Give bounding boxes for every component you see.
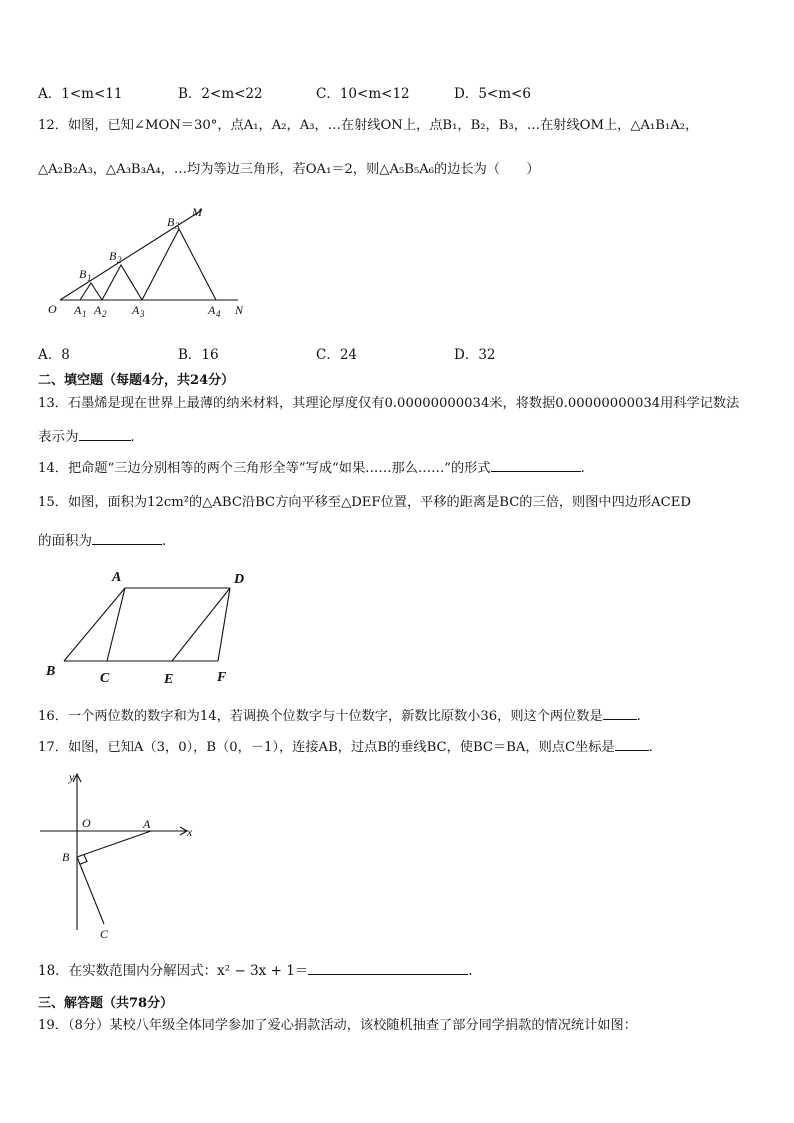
triangle-a3b3a4 xyxy=(142,229,216,300)
q13-suffix: ． xyxy=(130,429,144,445)
label-x: x xyxy=(187,825,193,839)
q13-line1: 13．石墨烯是现在世界上最薄的纳米材料，其理论厚度仅有0.00000000034米，将数据0.00000000034用科学记数法 xyxy=(38,396,740,411)
section-3-title: 三、解答题（共78分） xyxy=(38,996,174,1011)
label-a4-sub: 4 xyxy=(216,309,221,319)
q15-line1: 15．如图，面积为12cm²的△ABC沿BC方向平移至△DEF位置，平移的距离是BC的三倍，则图中四边形ACED xyxy=(38,495,691,510)
label-a: A xyxy=(143,817,151,831)
q18-line xyxy=(38,962,473,979)
label-b2-sub: 2 xyxy=(117,255,122,265)
q15-figure xyxy=(40,565,260,690)
q19-text: 19．（8分）某校八年级全体同学参加了爱心捐款活动，该校随机抽查了部分同学捐款的情况统计如图： xyxy=(38,1018,637,1033)
segment-df xyxy=(218,588,230,661)
label-a2: A xyxy=(94,303,102,317)
label-c: C xyxy=(100,927,109,941)
q17-suffix: . xyxy=(648,740,653,755)
label-f: F xyxy=(217,670,227,685)
label-c: C xyxy=(100,671,110,686)
q11-option-d: D．5<m<6 xyxy=(454,86,531,102)
q13-prefix: 表示为 xyxy=(38,429,79,445)
segment-ba xyxy=(77,831,151,857)
label-a1-sub: 1 xyxy=(82,309,87,319)
q18-suffix: . xyxy=(468,963,473,979)
label-a3: A xyxy=(132,303,140,317)
section-2-title: 二、填空题（每题4分，共24分） xyxy=(38,373,235,388)
q17-coordinate-figure xyxy=(36,768,206,943)
label-n: N xyxy=(235,303,244,317)
q12-figure xyxy=(40,198,260,323)
label-b: B xyxy=(62,850,70,864)
q16-line xyxy=(38,707,641,725)
q14-answer-blank[interactable] xyxy=(491,459,581,472)
label-a3-sub: 3 xyxy=(140,309,145,319)
q11-option-b: B．2<m<22 xyxy=(178,86,263,102)
q18-prefix: 18．在实数范围内分解因式：x² − 3x + 1＝ xyxy=(38,963,309,979)
q17-answer-blank[interactable] xyxy=(615,738,649,751)
label-o: O xyxy=(48,302,57,316)
q12-line2: △A₂B₂A₃，△A₃B₃A₄，…均为等边三角形，若OA₁＝2，则△A₅B₅A₆的边长为（ ） xyxy=(38,162,540,177)
q12-option-d: D．32 xyxy=(454,347,496,363)
label-a1: A xyxy=(74,303,82,317)
q16-prefix: 16．一个两位数的数字和为14，若调换个位数字与十位数字，新数比原数小36，则这个两位数是 xyxy=(38,709,603,724)
segment-bc xyxy=(77,857,104,924)
q11-option-c: C．10<m<12 xyxy=(316,86,410,102)
label-a2-sub: 2 xyxy=(102,309,107,319)
q12-option-a: A．8 xyxy=(38,347,70,363)
q15-answer-blank[interactable] xyxy=(92,532,162,545)
q15-line2 xyxy=(38,532,176,549)
triangle-a2b2a3 xyxy=(102,265,142,300)
label-b: B xyxy=(46,664,56,679)
right-angle-mark xyxy=(81,855,88,864)
q12-option-c: C．24 xyxy=(316,347,358,363)
q17-line xyxy=(38,738,653,756)
label-m: M xyxy=(192,205,202,219)
q16-answer-blank[interactable] xyxy=(603,707,637,720)
q12-line1: 12．如图，已知∠MON＝30°，点A₁，A₂，A₃，…在射线ON上，点B₁，B₂，B₃，…在射线OM上，△A₁B₁A₂， xyxy=(38,118,699,133)
label-b3: B xyxy=(167,215,175,229)
q11-option-a: A．1<m<11 xyxy=(38,86,123,102)
label-b1-sub: 1 xyxy=(87,273,92,283)
label-d: D xyxy=(234,572,245,587)
label-e: E xyxy=(164,672,174,687)
q15-prefix: 的面积为 xyxy=(38,533,92,549)
label-a: A xyxy=(112,570,122,585)
q17-prefix: 17．如图，已知A（3，0），B（0，－1），连接AB，过点B的垂线BC，使BC＝BA，则点C坐标是 xyxy=(38,740,615,755)
ray-om xyxy=(60,210,202,300)
label-o: O xyxy=(82,816,91,830)
q13-answer-blank[interactable] xyxy=(79,428,131,441)
label-b3-sub: 3 xyxy=(175,221,180,231)
label-y: y xyxy=(69,770,75,784)
q15-suffix: ． xyxy=(162,533,176,549)
label-a4: A xyxy=(208,303,216,317)
q13-line2 xyxy=(38,428,144,445)
label-b2: B xyxy=(109,249,117,263)
q14-prefix: 14．把命题“三边分别相等的两个三角形全等”写成“如果……那么……”的形式 xyxy=(38,461,491,476)
segment-de xyxy=(172,588,230,661)
q14-suffix: . xyxy=(580,461,585,476)
q14-line xyxy=(38,459,585,477)
q18-answer-blank[interactable] xyxy=(308,962,468,975)
q16-suffix: . xyxy=(636,709,641,724)
q12-option-b: B．16 xyxy=(178,347,219,363)
label-b1: B xyxy=(79,267,87,281)
